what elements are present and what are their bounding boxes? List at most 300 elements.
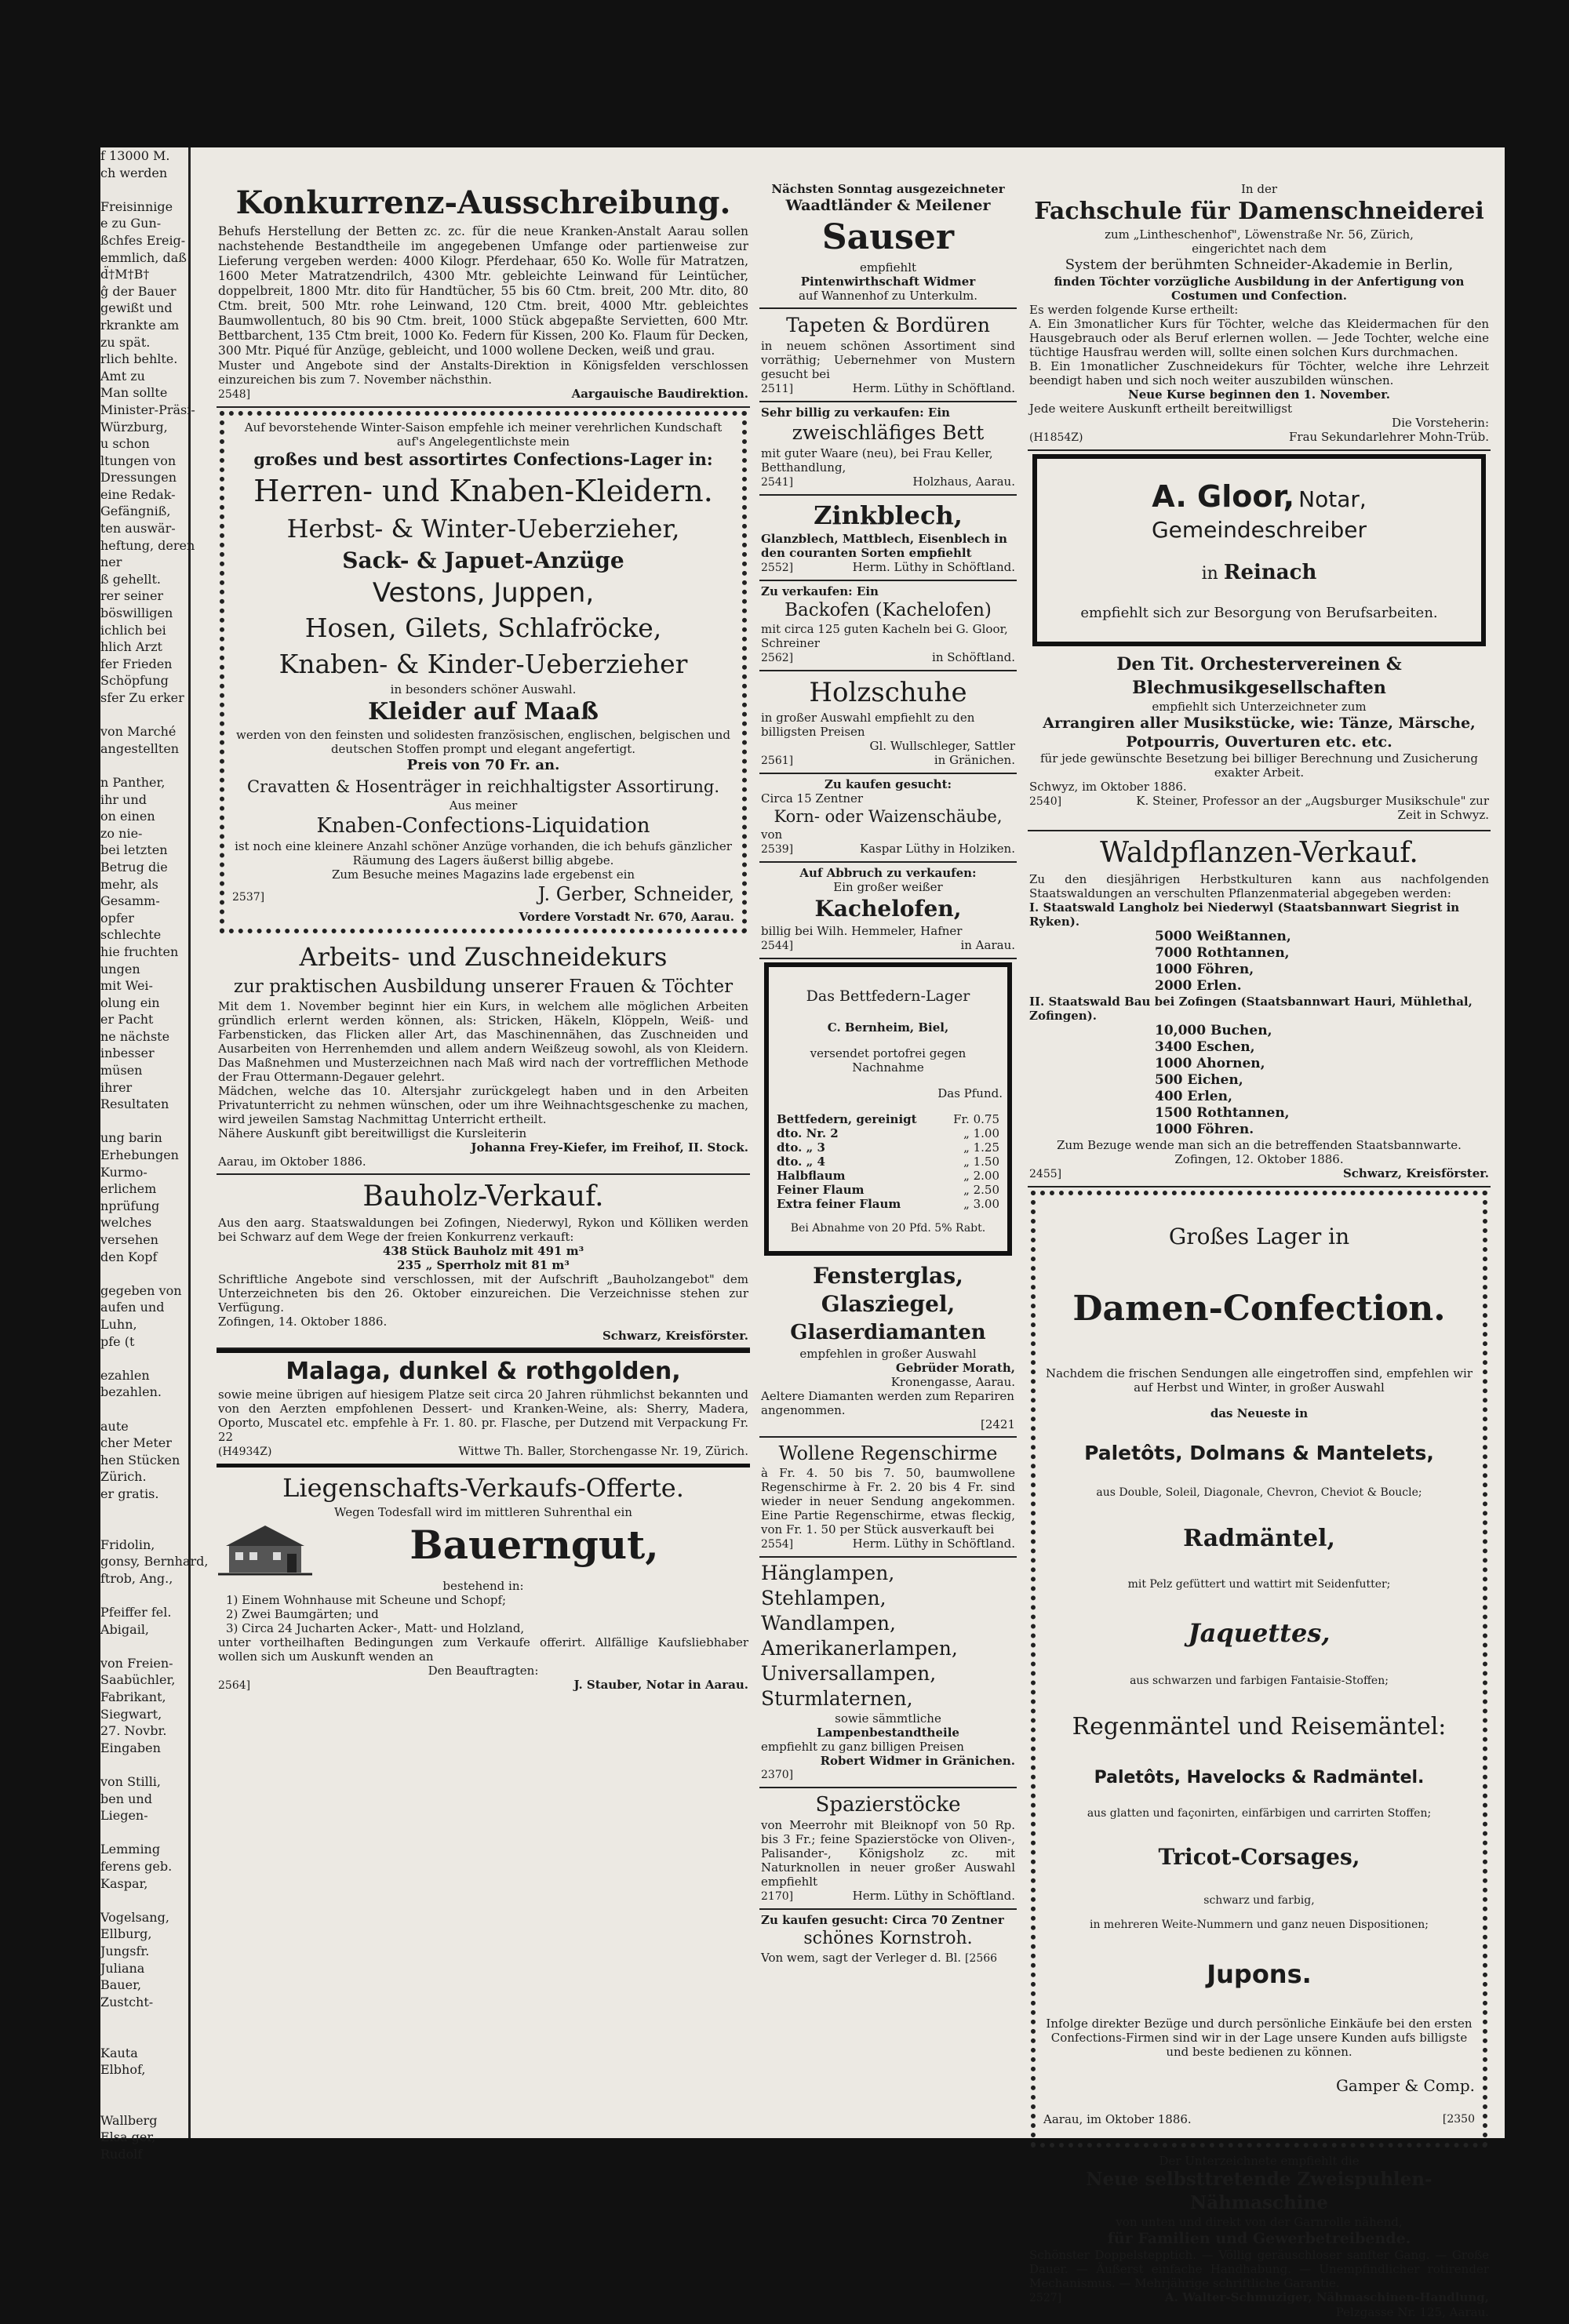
ad-signature: Wittwe Th. Baller, Storchengasse Nr. 19, Zürich. xyxy=(458,1444,748,1458)
ad-body: empfiehlt sich Unterzeichneter zum xyxy=(1152,700,1367,714)
left-strip-line: gonsy, Bernhard, xyxy=(100,1554,209,1569)
left-strip-line: olung ein xyxy=(100,995,160,1010)
ad-ref: [2566 xyxy=(964,1952,998,1965)
ad-malaga xyxy=(217,1349,750,1468)
left-strip-line: Abigail, xyxy=(100,1621,150,1637)
ad-subline: in besonders schöner Auswahl. xyxy=(390,682,577,696)
ad-subtitle: eingerichtet nach dem xyxy=(1192,242,1327,256)
left-strip-line: 27. Novbr. xyxy=(100,1723,167,1739)
left-strip-line: ß gehellt. xyxy=(100,571,162,587)
left-strip-line: schlechte xyxy=(100,927,162,943)
ad-ref: 2170] xyxy=(761,1890,794,1903)
ad-title: Glaserdiamanten xyxy=(790,1321,986,1344)
left-strip-line xyxy=(100,2028,188,2045)
newspaper-page xyxy=(100,147,1505,2319)
ad-konkurrenz xyxy=(217,179,750,408)
price-item: dto. „ 4 xyxy=(777,1155,825,1169)
ad-body: mit guter Waare (neu), bei Frau Keller, Betthandlung, xyxy=(761,446,993,475)
ad-line: Paletôts, Dolmans & Mantelets, xyxy=(1084,1442,1434,1464)
ad-regenschirme xyxy=(759,1438,1017,1558)
ad-title: Liegenschafts-Verkaufs-Offerte. xyxy=(282,1473,684,1503)
ad-firm: Pintenwirthschaft Widmer xyxy=(800,275,976,289)
ad-address: Vordere Vorstadt Nr. 670, Aarau. xyxy=(519,910,734,924)
left-strip-line: Siegwart, xyxy=(100,1706,162,1722)
ad-subline: schwarz und farbig, xyxy=(1203,1894,1315,1907)
ad-ref: [2350 xyxy=(1442,2113,1475,2126)
left-strip-line xyxy=(100,707,188,724)
left-strip-line xyxy=(100,1519,188,1537)
price-value: „ 1.00 xyxy=(963,1126,999,1140)
ad-ref: 2537] xyxy=(232,891,265,904)
ad-line: Vestons, Juppen, xyxy=(372,577,595,609)
ad-body: mit circa 125 guten Kacheln bei G. Gloor, Schreiner xyxy=(761,622,1008,650)
ad-ref: 2561] xyxy=(761,755,794,767)
ad-date: Aarau, im Oktober 1886. xyxy=(1043,2112,1192,2126)
left-strip-line: zo nie- xyxy=(100,825,143,841)
ad-signature: Robert Widmer in Gränichen. xyxy=(820,1754,1015,1768)
ad-price: Preis von 70 Fr. an. xyxy=(406,757,560,773)
left-strip-line: nprüfung xyxy=(100,1198,160,1213)
ad-subline: bestehend in: xyxy=(442,1579,524,1593)
ad-top: Der Unterzeichnete empfiehlt die xyxy=(1159,2154,1360,2168)
ad-body: Es werden folgende Kurse ertheilt: xyxy=(1029,303,1239,317)
plant-item: 10,000 Buchen, xyxy=(1155,1023,1272,1038)
ad-signature: Herm. Lüthy in Schöftland. xyxy=(852,1889,1015,1903)
ad-body: finden Töchter vorzügliche Ausbildung in der Anfertigung von Costumen und Confection. xyxy=(1054,275,1465,303)
left-strip-line: f 13000 M. xyxy=(100,148,170,163)
left-strip-line: ihr und xyxy=(100,791,147,807)
ad-top: In der xyxy=(1240,182,1277,196)
left-strip-line: d̈†M†B† xyxy=(100,267,150,282)
ad-gloor xyxy=(1032,454,1486,646)
left-strip-line xyxy=(100,757,188,774)
left-strip-line: rer seiner xyxy=(100,588,164,604)
ad-ref: 2455] xyxy=(1029,1168,1062,1180)
left-strip-line: Pfeiffer fel. xyxy=(100,1605,172,1620)
left-strip-line: ltungen von xyxy=(100,453,177,468)
left-strip-line: bei letzten xyxy=(100,842,168,858)
left-strip-line: er gratis. xyxy=(100,1486,159,1501)
ad-system: System der berühmten Schneider-Akademie in Berlin, xyxy=(1065,256,1454,273)
ad-fensterglas xyxy=(759,1259,1017,1438)
ad-body: Nähere Auskunft gibt bereitwilligst die Kursleiterin xyxy=(218,1126,527,1140)
ad-line: Jaquettes, xyxy=(1188,1618,1331,1648)
ad-line: 235 „ Sperrholz mit 81 m³ xyxy=(397,1258,570,1272)
left-strip-line xyxy=(100,1503,188,1520)
ad-body: versendet portofrei gegen Nachnahme xyxy=(810,1046,967,1075)
ad-bold-line: Neue Kurse beginnen den 1. November. xyxy=(1127,387,1391,402)
ad-ref: 2544] xyxy=(761,940,794,952)
ad-line: Regenmäntel und Reisemäntel: xyxy=(1072,1713,1447,1740)
plant-item: 1500 Rothtannen, xyxy=(1155,1105,1290,1121)
ad-title: Malaga, dunkel & rothgolden, xyxy=(286,1358,681,1385)
left-strip-line: ner xyxy=(100,555,122,570)
ad-line: Knaben-Confections-Liquidation xyxy=(316,814,650,838)
ad-bett xyxy=(759,402,1017,496)
ad-subline: in mehreren Weite-Nummern und ganz neuen Dispositionen; xyxy=(1089,1918,1429,1931)
left-strip-line: von Stilli, xyxy=(100,1774,162,1789)
ad-subline: Ein großer weißer xyxy=(833,880,943,894)
ad-body: sowie sämmtliche xyxy=(835,1711,941,1726)
ad-firm: Gebrüder Morath, xyxy=(895,1361,1015,1375)
ad-bold-line: Lampenbestandtheile xyxy=(817,1726,959,1740)
left-strip-line: Rudolf xyxy=(100,2147,143,2162)
ad-signature: Aargauische Baudirektion. xyxy=(571,387,748,401)
ad-zinkblech xyxy=(759,496,1017,581)
ad-liegenschaft xyxy=(217,1468,750,1697)
left-strip-line: Amt zu xyxy=(100,368,145,384)
ad-date: Zofingen, 12. Oktober 1886. xyxy=(1174,1152,1344,1166)
price-item: Extra feiner Flaum xyxy=(777,1197,901,1211)
ad-subline: in xyxy=(1201,564,1218,584)
ad-firm: Gamper & Comp. xyxy=(1335,2076,1475,2095)
ad-backofen xyxy=(759,581,1017,671)
ad-bauholz xyxy=(217,1175,750,1349)
ad-subline: aus glatten und façonirten, einfärbigen und carrirten Stoffen; xyxy=(1087,1807,1432,1820)
ad-title: Wollene Regenschirme xyxy=(778,1442,998,1464)
ad-line: Sack- & Japuet-Anzüge xyxy=(342,547,624,573)
left-strip-line: Fabrikant, xyxy=(100,1689,166,1705)
left-strip-line: Vogelsang, xyxy=(100,1909,169,1925)
ad-line: Herbst- & Winter-Ueberzieher, xyxy=(286,514,680,544)
ad-bold-line: für Familien und Gewerbetreibende. xyxy=(1107,2230,1411,2247)
price-row xyxy=(774,1126,1003,1140)
ad-section: I. Staatswald Langholz bei Niederwyl (Staatsbannwart Siegrist in Ryken). xyxy=(1029,900,1460,929)
ad-line: Stehlampen, xyxy=(761,1587,886,1609)
left-strip-line: ĝ der Bauer xyxy=(100,283,177,299)
ad-title: Korn- oder Waizenschäube, xyxy=(774,807,1003,826)
plant-item: 1000 Ahornen, xyxy=(1155,1056,1265,1071)
ad-body: Nachdem die frischen Sendungen alle eingetroffen sind, empfehlen wir auf Herbst und Winter, in großer Auswahl xyxy=(1045,1366,1473,1395)
ad-line: 438 Stück Bauholz mit 491 m³ xyxy=(382,1244,584,1258)
left-strip-line: Gesamm- xyxy=(100,893,160,909)
left-strip-line: pfe (t xyxy=(100,1333,135,1349)
ad-date: Zofingen, 14. Oktober 1886. xyxy=(218,1315,388,1329)
left-strip-line: Eingaben xyxy=(100,1740,161,1755)
left-strip-line: hen Stücken xyxy=(100,1452,180,1468)
left-strip-line: Betrug die xyxy=(100,859,168,875)
ad-lager: großes und best assortirtes Confections-Lager in: xyxy=(253,449,713,469)
ad-body: unter vortheilhaften Bedingungen zum Verkaufe offerirt. Allfällige Kaufsliebhaber wollen sich um Auskunft wenden an xyxy=(218,1635,748,1664)
left-strip-line: Minister-Präsi- xyxy=(100,402,195,417)
ad-kornstroh xyxy=(759,1910,1017,1970)
left-strip-line: er Pacht xyxy=(100,1012,154,1027)
ad-body: Zum Bezuge wende man sich an die betreffenden Staatsbannwarte. xyxy=(1057,1138,1462,1152)
left-strip-line: Wallberg xyxy=(100,2112,158,2128)
price-value: „ 2.00 xyxy=(963,1169,999,1183)
ad-title: Holzschuhe xyxy=(809,677,967,708)
ad-signature: in Schöftland. xyxy=(932,650,1015,664)
left-strip-line: Kauta xyxy=(100,2045,138,2060)
ad-title: Damen-Confection. xyxy=(1072,1289,1446,1329)
ad-fachschule xyxy=(1028,179,1491,451)
left-strip-line xyxy=(100,1113,188,1130)
left-strip-line: eine Redak- xyxy=(100,486,176,502)
ad-body: Schönster Doppelstepptich. — Völlig geräuschloser sanfter Gang. — Große Dauer. — Äußerst einfache Handhabung. — Unempfindlicher rotirender Mechanismus. — Mehrjährige schriftliche Garantie. xyxy=(1029,2248,1489,2290)
left-strip-line: böswilligen xyxy=(100,606,173,621)
ad-lampen xyxy=(759,1558,1017,1788)
ad-subline: das Neueste in xyxy=(1210,1406,1309,1420)
ad-line: Cravatten & Hosenträger in reichhaltigster Assortirung. xyxy=(246,777,720,796)
left-strip-line: ten auswär- xyxy=(100,521,176,536)
ad-body: Mit dem 1. November beginnt hier ein Kurs, in welchem alle möglichen Arbeiten gründlich erlernt werden können, als: Stricken, Häkeln, Klöppeln, Weiß- und Farbensticken, das Flicken aller Art, das Maschinennähen, das Zuschneiden und Ausarbeiten von Herrenhemden und allem andern Weißzeug sowohl, als von Kleidern. Das Maßnehmen und Musterzeichnen nach Maß wird nach der vortrefflichen Methode der Frau Ottermann-Degauer gelehrt. xyxy=(218,999,748,1084)
plant-item: 3400 Eschen, xyxy=(1155,1039,1255,1055)
ad-title: Den Tit. Orchestervereinen & Blechmusikgesellschaften xyxy=(1116,654,1402,698)
ad-body: von unten und direkt von der Garnrolle nähend, xyxy=(1116,2215,1403,2229)
ad-subtitle: zum „Lintheschenhof", Löwenstraße Nr. 56, Zürich, xyxy=(1105,227,1414,242)
ad-signature: Herm. Lüthy in Schöftland. xyxy=(852,560,1015,574)
ad-confection xyxy=(1031,1191,1487,2148)
ad-signature: Frau Sekundarlehrer Mohn-Trüb. xyxy=(1289,430,1489,444)
left-strip-line xyxy=(100,1587,188,1604)
ad-top: Zu kaufen gesucht: xyxy=(824,777,952,791)
left-strip-line: e zu Gun- xyxy=(100,216,162,231)
plant-item: 1000 Föhren. xyxy=(1155,1122,1254,1137)
price-item: Bettfedern, gereinigt xyxy=(777,1112,917,1126)
ad-line: Knaben- & Kinder-Ueberzieher xyxy=(278,649,688,679)
left-strip-line: ßchfes Ereig- xyxy=(100,232,186,248)
ad-section: II. Staatswald Bau bei Zofingen (Staatsbannwart Hauri, Mühlethal, Zofingen). xyxy=(1029,995,1473,1023)
left-strip-line: den Kopf xyxy=(100,1249,158,1264)
ad-line: Paletôts, Havelocks & Radmäntel. xyxy=(1094,1768,1425,1788)
ad-orchester xyxy=(1028,649,1491,831)
column-1 xyxy=(217,179,750,1697)
left-strip-line: cher Meter xyxy=(100,1435,172,1451)
ad-title: Sauser xyxy=(821,217,955,257)
ad-ref: 2552] xyxy=(761,562,794,574)
ad-place: auf Wannenhof zu Unterkulm. xyxy=(798,289,978,303)
ad-ref: (H4934Z) xyxy=(218,1446,272,1458)
left-strip-line: aufen und xyxy=(100,1300,165,1315)
ad-line: Hänglampen, xyxy=(761,1562,895,1584)
ad-ref: 2511] xyxy=(761,383,794,395)
ad-line: Tricot-Corsages, xyxy=(1158,1844,1360,1870)
plant-item: 400 Erlen, xyxy=(1155,1089,1232,1104)
ad-signature: Gl. Wullschleger, Sattler xyxy=(869,739,1015,753)
ad-title: Kachelofen, xyxy=(814,896,962,922)
left-strip-line xyxy=(100,1756,188,1773)
ad-body: Schriftliche Angebote sind verschlossen, mit der Aufschrift „Bauholzangebot" dem Unterzeichneten bis den 26. Oktober einzureichen. Die Verzeichnisse stehen zur Verfügung. xyxy=(218,1272,748,1315)
ad-ref: 2539] xyxy=(761,843,794,856)
ad-line: Radmäntel, xyxy=(1183,1525,1335,1552)
left-strip-line: ne nächste xyxy=(100,1028,170,1044)
ad-top: Auf Abbruch zu verkaufen: xyxy=(799,866,977,880)
left-strip-line: Elbhof, xyxy=(100,2062,146,2078)
ad-ref: 2370] xyxy=(761,1769,794,1781)
ad-date: Aarau, im Oktober 1886. xyxy=(218,1155,366,1169)
ad-date: Schwyz, im Oktober 1886. xyxy=(1029,780,1187,794)
left-strip-line: Elsa ger, xyxy=(100,2129,156,2145)
ad-signature: A. Walter-Schmuziger, Nähmaschinen-Handlung, xyxy=(1165,2290,1489,2304)
left-strip-line: zu spät. xyxy=(100,334,151,350)
left-strip-line: müsen xyxy=(100,1063,143,1078)
ad-naehmaschine xyxy=(1028,2151,1491,2324)
ad-name: A. Gloor, xyxy=(1152,479,1295,514)
ad-place: Reinach xyxy=(1223,561,1317,584)
ad-place: in Gränichen. xyxy=(934,753,1015,767)
left-strip-line: ung barin xyxy=(100,1130,162,1146)
left-strip-line: mit Wei- xyxy=(100,978,153,994)
ad-signature: J. Stauber, Notar in Aarau. xyxy=(573,1678,748,1692)
ad-body: Glanzblech, Mattblech, Eisenblech in den couranten Sorten empfiehlt xyxy=(761,532,1007,560)
left-strip-line: hlich Arzt xyxy=(100,639,162,655)
ad-body: werden von den feinsten und solidesten französischen, englischen, belgischen und deutschen Stoffen prompt und elegant angefertigt. xyxy=(236,728,730,756)
ad-body: in großer Auswahl empfiehlt zu den billigsten Preisen xyxy=(761,711,975,739)
left-strip-line: Schöpfung xyxy=(100,673,169,689)
left-strip-line: mehr, als xyxy=(100,876,158,892)
ad-intro: Wegen Todesfall wird im mittleren Suhrenthal ein xyxy=(334,1505,632,1519)
left-strip-line: Kurmo- xyxy=(100,1164,147,1180)
left-strip-line: erlichem xyxy=(100,1181,157,1197)
ad-unit: Das Pfund. xyxy=(937,1086,1003,1100)
ad-body: Jede weitere Auskunft ertheilt bereitwilligst xyxy=(1029,402,1293,416)
left-strip-line: aute xyxy=(100,1418,129,1434)
plant-item: 500 Eichen, xyxy=(1155,1072,1243,1088)
ad-title: Fensterglas, xyxy=(813,1263,963,1289)
ad-tapeten xyxy=(759,309,1017,402)
ad-item: 2) Zwei Baumgärten; und xyxy=(226,1607,379,1621)
plant-item: 1000 Föhren, xyxy=(1155,962,1254,977)
price-row xyxy=(774,1169,1003,1183)
ad-body: empfiehlt zu ganz billigen Preisen xyxy=(761,1740,964,1754)
ad-body: ist noch eine kleinere Anzahl schöner Anzüge vorhanden, die ich behufs gänzlicher Räumung des Lagers äußerst billig abgebe. xyxy=(235,839,732,867)
ad-kurs xyxy=(217,937,750,1175)
ad-sauser xyxy=(759,179,1017,309)
ad-body: empfiehlt sich zur Besorgung von Berufsarbeiten. xyxy=(1080,605,1438,621)
left-strip-line: Juliana xyxy=(100,1960,145,1976)
left-strip-line: ferens geb. xyxy=(100,1858,173,1874)
ad-line: Kleider auf Maaß xyxy=(368,698,599,726)
column-3 xyxy=(1028,179,1491,2324)
left-strip-line: Kaspar, xyxy=(100,1875,148,1891)
ad-body: empfehlen in großer Auswahl xyxy=(799,1347,977,1361)
ad-body: Behufs Herstellung der Betten zc. zc. für die neue Kranken-Anstalt Aarau sollen nachstehende Bestandtheile im angegebenen Umfange oder partienweise zur Lieferung vergeben werden: 4000 Kilogr. Pferdehaar, 650 Ko. Wolle für Matratzen, 1600 Meter Matratzendrilch, 4300 Mtr. gebleichte Leinwand für Leintücher, doppelbreit, 1800 Mtr. dito für Handtücher, 55 bis 60 Ctm. breit, 200 Mtr. dito, 80 Ctm. breit, 500 Mtr. rohe Leinwand, 120 Ctm. breit, 4000 Mtr. gebleichtes Baumwollentuch, 80 bis 90 Ctm. breit, 1000 Stück abgepaßte Servietten, 600 Mtr. Bettbarchent, 135 Ctm breit, 1000 Ko. Federn für Kissen, 200 Ko. Flaum für Decken, 300 Mtr. Piqué für Anzüge, gebleicht, und 1000 wollene Decken, weiß und grau. xyxy=(218,224,748,358)
left-strip-line xyxy=(100,1401,188,1418)
left-strip-line: sfer Zu erker xyxy=(100,690,184,705)
farmhouse-icon xyxy=(218,1522,312,1577)
ad-intro: Auf bevorstehende Winter-Saison empfehle ich meiner verehrlichen Kundschaft auf's Angelegentlichste mein xyxy=(244,420,723,449)
ad-title: Spazierstöcke xyxy=(815,1793,961,1817)
price-row xyxy=(774,1197,1003,1211)
ad-title: Glasziegel, xyxy=(821,1291,956,1317)
price-value: „ 1.25 xyxy=(963,1140,999,1155)
left-strip-line: bezahlen. xyxy=(100,1384,162,1400)
left-strip-line: Resultaten xyxy=(100,1097,169,1112)
ad-ref: 2541] xyxy=(761,476,794,489)
left-strip-line: Fridolin, xyxy=(100,1537,155,1552)
ad-title: Tapeten & Bordüren xyxy=(786,314,990,336)
ad-signature: Holzhaus, Aarau. xyxy=(912,475,1015,489)
left-strip-line: ichlich bei xyxy=(100,622,166,638)
left-strip-line: ben und xyxy=(100,1791,152,1806)
ad-line: Universallampen, xyxy=(761,1662,937,1685)
left-strip-line: Zürich. xyxy=(100,1469,147,1485)
ad-signature: Kaspar Lüthy in Holziken. xyxy=(859,842,1015,856)
ad-title: Backofen (Kachelofen) xyxy=(784,600,992,620)
left-strip-line: Saabüchler, xyxy=(100,1672,176,1688)
ad-top: Nächsten Sonntag ausgezeichneter xyxy=(771,182,1005,196)
ad-signature: Schwarz, Kreisförster. xyxy=(1342,1166,1489,1180)
left-strip-line: ungen xyxy=(100,961,140,977)
ad-body: von Meerrohr mit Bleiknopf von 50 Rp. bis 3 Fr.; feine Spazierstöcke von Oliven-, Palisander-, Königsholz zc. mit Naturknollen in neuer großer Auswahl empfiehlt xyxy=(761,1818,1015,1889)
ad-title: Herren- und Knaben-Kleidern. xyxy=(253,474,713,508)
ad-subline: empfiehlt xyxy=(859,260,917,275)
ad-item: 1) Einem Wohnhause mit Scheune und Schopf; xyxy=(226,1593,507,1607)
left-strip-line: fer Frieden xyxy=(100,656,173,671)
ad-ref: [2421 xyxy=(980,1417,1015,1431)
left-strip-line: gegeben von xyxy=(100,1282,182,1298)
ad-place: Kronengasse, Aarau. xyxy=(890,1375,1015,1389)
left-strip-line xyxy=(100,1350,188,1367)
ad-ref: 2562] xyxy=(761,652,794,664)
left-strip-line xyxy=(100,1265,188,1282)
left-strip-line: ftrob, Ang., xyxy=(100,1570,173,1586)
ad-body: Mädchen, welche das 10. Altersjahr zurückgelegt haben und in den Arbeiten Privatunterricht zu nehmen wünschen, oder um ihre Weihnachtsgeschenke zu machen, wird jeweilen Samstag Nachmittag Unterricht ertheilt. xyxy=(218,1084,748,1126)
ad-body: billig bei Wilh. Hemmeler, Hafner xyxy=(761,924,963,938)
left-strip-line: Jungsfr. xyxy=(100,1943,150,1958)
left-strip-line: rlich behlte. xyxy=(100,351,178,367)
ad-title: Neue selbsttretende Zweispuhlen-Nähmaschine xyxy=(1086,2169,1432,2213)
left-strip-line: Bauer, xyxy=(100,1977,142,1993)
ad-signature: Herm. Lüthy in Schöftland. xyxy=(852,1537,1015,1551)
left-strip-line: on einen xyxy=(100,809,155,824)
ad-line: Wandlampen, xyxy=(761,1612,896,1635)
ad-body: Von wem, sagt der Verleger d. Bl. xyxy=(761,1951,962,1965)
ad-signature: Johanna Frey-Kiefer, im Freihof, II. Stock. xyxy=(471,1140,748,1155)
left-strip-line: Man sollte xyxy=(100,385,168,401)
left-strip-line: Ellburg, xyxy=(100,1926,152,1942)
left-strip-line xyxy=(100,181,188,198)
ad-waldpflanzen xyxy=(1028,831,1491,1187)
ad-bettfedern xyxy=(764,962,1012,1256)
ad-ref: 2527] xyxy=(1029,2292,1062,2304)
ad-line: Amerikanerlampen, xyxy=(761,1637,958,1660)
left-strip-line: Lemming xyxy=(100,1842,161,1857)
left-strip-line: Freisinnige xyxy=(100,198,173,214)
plant-item: 5000 Weißtannen, xyxy=(1155,929,1291,944)
ad-subline: Circa 15 Zentner xyxy=(761,791,864,806)
ad-body: Muster und Angebote sind der Anstalts-Direktion in Königsfelden verschlossen einzureichen bis zum 7. November nächsthin. xyxy=(218,358,748,387)
ad-kachelofen xyxy=(759,863,1017,959)
ad-title: Waldpflanzen-Verkauf. xyxy=(1100,837,1418,869)
ad-body: sowie meine übrigen auf hiesigem Platze seit circa 20 Jahren rühmlichst bekannten und von den Aerzten empfohlenen Dessert- und Kranken-Weine, als: Sherry, Madera, Oporto, Muscatel etc. empfehle à Fr. 1. 80. pr. Flasche, per Dutzend mit Verpackung Fr. 22 xyxy=(218,1387,748,1444)
ad-subline: aus Double, Soleil, Diagonale, Chevron, Cheviot & Boucle; xyxy=(1096,1486,1422,1499)
left-strip-line: rkrankte am xyxy=(100,317,180,333)
price-item: Halbflaum xyxy=(777,1169,846,1183)
left-strip-line xyxy=(100,2010,188,2028)
left-strip-line: gewißt und xyxy=(100,300,173,316)
plant-item: 7000 Rothtannen, xyxy=(1155,945,1290,961)
ad-line: Hosen, Gilets, Schlafröcke, xyxy=(304,613,662,643)
ad-subline: von xyxy=(761,827,783,842)
price-value: „ 1.50 xyxy=(963,1155,999,1169)
ad-body: Aeltere Diamanten werden zum Repariren angenommen. xyxy=(761,1389,1014,1417)
plant-item: 2000 Erlen. xyxy=(1155,978,1242,994)
ad-signature: Schwarz, Kreisförster. xyxy=(602,1329,748,1343)
left-strip-line: Zustcht- xyxy=(100,1994,154,2009)
ad-title: schönes Kornstroh. xyxy=(803,1929,973,1948)
ad-holzschuhe xyxy=(759,671,1017,774)
price-table xyxy=(774,1112,1003,1211)
column-2 xyxy=(759,179,1017,1970)
ad-title: Arbeits- und Zuschneidekurs xyxy=(299,942,668,972)
ad-line: Arrangiren aller Musikstücke, wie: Tänze, Märsche, Potpourris, Ouverturen etc. etc. xyxy=(1043,715,1476,751)
price-item: dto. „ 3 xyxy=(777,1140,825,1155)
ad-title: Das Bettfedern-Lager xyxy=(806,987,970,1005)
left-strip-line: versehen xyxy=(100,1232,158,1247)
ad-body: Zum Besuche meines Magazins lade ergebenst ein xyxy=(331,867,635,882)
left-strip-line: emmlich, daß xyxy=(100,249,187,265)
